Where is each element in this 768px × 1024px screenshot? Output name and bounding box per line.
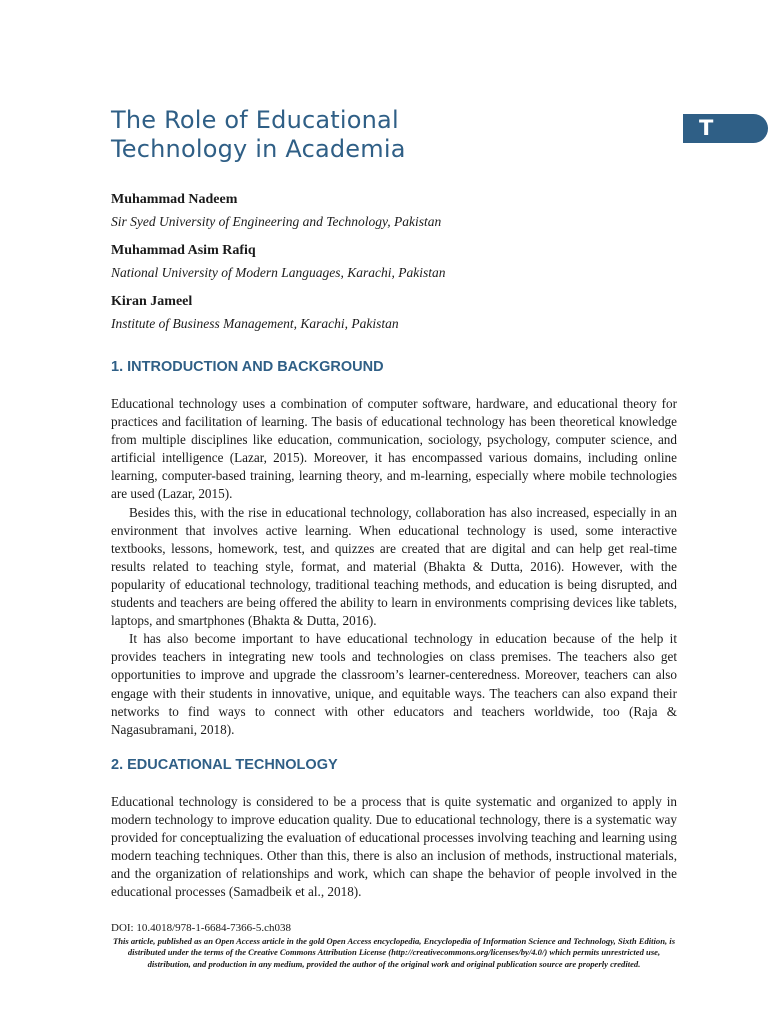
chapter-title-line-1: The Role of Educational (111, 106, 399, 134)
author-affiliation: Sir Syed University of Engineering and Technology, Pakistan (111, 214, 442, 229)
author-name: Muhammad Asim Rafiq (111, 243, 256, 258)
section-heading: 1. INTRODUCTION AND BACKGROUND (111, 359, 384, 375)
section-letter-tab: T (683, 114, 768, 143)
author-affiliation: Institute of Business Management, Karachi, Pakistan (111, 316, 399, 331)
paragraph: It has also become important to have educational technology in education because of the help it provides teachers in integrating new tools and technologies on class premises. The teachers also get opportunities to improve and upgrade the classroom’s learner-centeredness. Moreover, teachers can also engage with their students in innovative, unique, and equitable ways. The teachers can also expand their networks to find ways to connect with other educators and teachers worldwide, too (Raja & Nagasubramani, 2018). (111, 631, 677, 737)
doi: DOI: 10.4018/978-1-6684-7366-5.ch038 (111, 922, 291, 934)
paragraph: Besides this, with the rise in educational technology, collaboration has also increased, especially in an environment that involves active learning. When educational technology is used, some interactive textbooks, lessons, homework, test, and quizzes are created that are digital and can help get real-time results related to teaching style, format, and material (Bhakta & Dutta, 2016). However, with the popularity of educational technology, traditional teaching methods, and education is being disrupted, and students and teachers are being offered the ability to learn in environments comprising devices like tablets, laptops, and smartphones (Bhakta & Dutta, 2016). (111, 504, 677, 629)
section-body (111, 395, 677, 739)
author-block (111, 242, 445, 282)
author-name: Kiran Jameel (111, 294, 193, 309)
author-affiliation: National University of Modern Languages, Karachi, Pakistan (111, 265, 446, 280)
author-block (111, 191, 441, 231)
paragraph: Educational technology uses a combination of computer software, hardware, and educational theory for practices and facilitation of learning. The basis of educational technology has been theoretical knowledge from multiple disciplines like education, communication, sociology, psychology, computer science, and artificial intelligence (Lazar, 2015). Moreover, it has encompassed various domains, including online learning, computer-based training, learning theory, and m-learning, especially where mobile technologies are used (Lazar, 2015). (111, 396, 677, 502)
chapter-title (111, 106, 406, 164)
license-note: This article, published as an Open Access article in the gold Open Access encyclopedia, Encyclopedia of Information Science and Technology, Sixth Edition, is distributed under the terms of the Creative Commons Attribution License (http://creativecommons.org/licenses/by/4.0/) which permits unrestricted use, distribution, and production in any medium, provided the author of the original work and original publication source are properly credited. (112, 936, 676, 969)
paragraph: Educational technology is considered to be a process that is quite systematic and organized to apply in modern technology to improve education quality. Due to educational technology, there is a systematic way provided for conceptualizing the evaluation of educational processes involving teaching and learning using modern teaching techniques. Other than this, there is also an inclusion of methods, instructional materials, and the organization of relationships and work, which can shape the behavior of people involved in the educational processes (Samadbeik et al., 2018). (111, 794, 677, 900)
chapter-title-line-2: Technology in Academia (111, 135, 406, 163)
section-heading: 2. EDUCATIONAL TECHNOLOGY (111, 757, 338, 773)
section-body (111, 793, 677, 902)
author-name: Muhammad Nadeem (111, 192, 238, 207)
author-block (111, 293, 399, 333)
